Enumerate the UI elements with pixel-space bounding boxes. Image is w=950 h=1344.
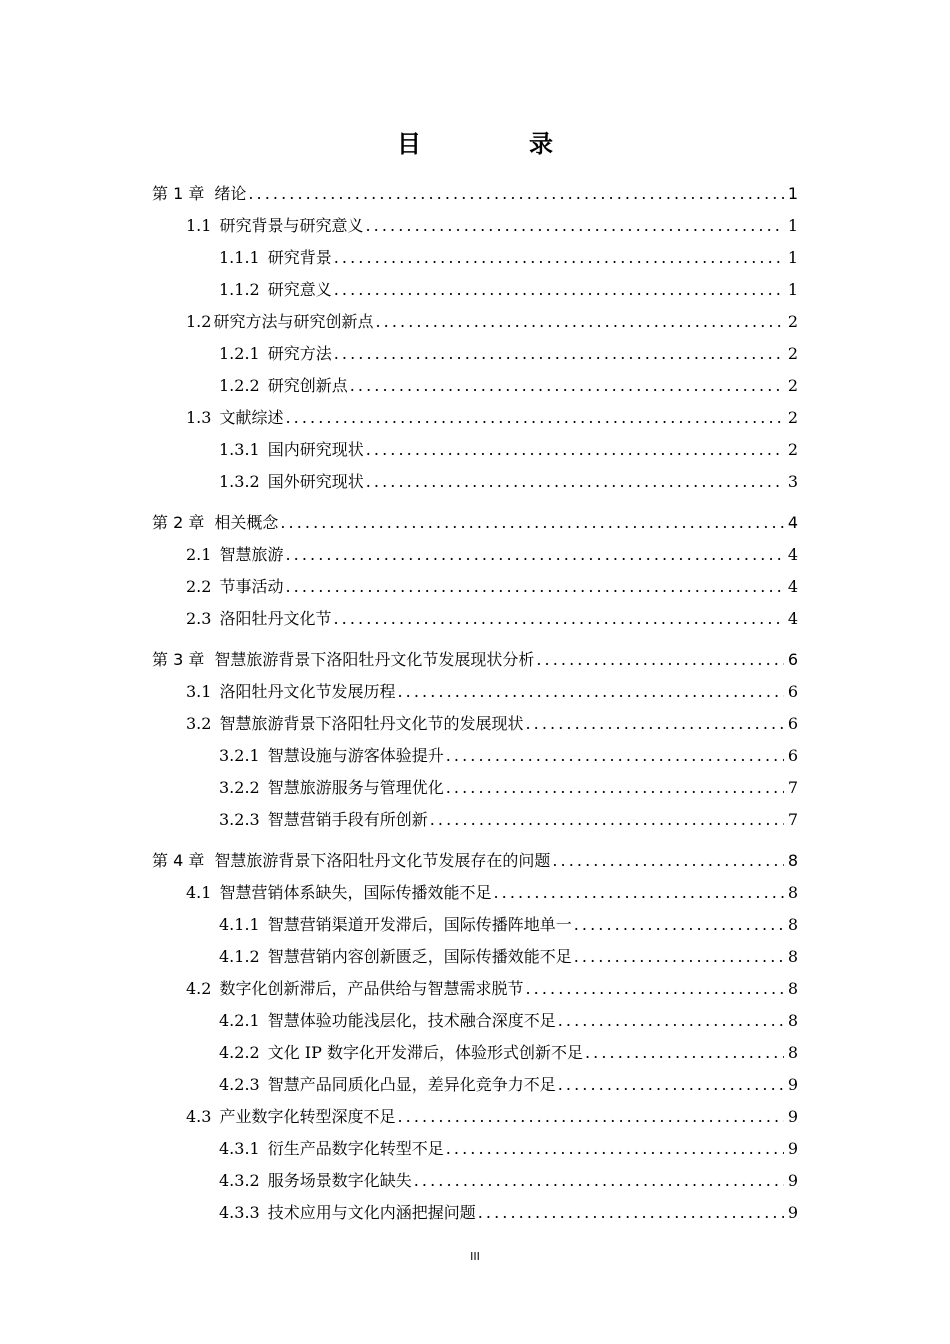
toc-text: 智慧旅游背景下洛阳牡丹文化节发展存在的问题 [214,851,551,870]
leader-dots [585,1043,784,1063]
toc-number: 4.3.2 [219,1171,260,1190]
toc-page: 1 [787,248,798,267]
toc-text: 洛阳牡丹文化节发展历程 [219,682,396,701]
toc-number: 4.1.1 [219,915,260,934]
toc-page: 2 [787,440,798,459]
toc-page: 8 [787,1011,798,1030]
toc-page: 6 [787,682,798,701]
toc-number: 3.2.3 [219,810,260,829]
toc-number: 第 2 章 [152,513,205,532]
leader-dots [446,746,784,766]
leader-dots [397,1107,783,1127]
toc-text: 文献综述 [219,408,284,427]
toc-page: 1 [787,280,798,299]
toc-number: 3.2 [186,714,212,733]
leader-dots [334,344,784,364]
toc-number: 4.2.2 [219,1043,260,1062]
leader-dots [430,810,784,830]
toc-entry[interactable] [219,1037,798,1063]
leader-dots [366,440,784,460]
toc-number: 4.3.1 [219,1139,260,1158]
leader-dots [493,883,783,903]
toc-page: 1 [787,216,798,235]
leader-dots [558,1075,784,1095]
toc-text: 智慧营销手段有所创新 [267,810,428,829]
toc-number: 2.1 [186,545,212,564]
toc-text: 智慧营销内容创新匮乏，国际传播效能不足 [267,947,572,966]
toc-number: 4.3 [186,1107,212,1126]
toc-entry[interactable] [219,338,798,364]
toc-text: 智慧旅游背景下洛阳牡丹文化节的发展现状 [219,714,524,733]
toc-number: 1.1.2 [219,280,260,299]
leader-dots [285,577,783,597]
toc-number: 2.3 [186,609,212,628]
leader-dots [350,376,784,396]
toc-page: 8 [787,1043,798,1062]
toc-page: 8 [787,947,798,966]
toc-entry[interactable] [186,603,798,629]
toc-entry[interactable] [219,434,798,460]
toc-number: 3.1 [186,682,212,701]
toc-title: 目 录 [397,130,595,158]
toc-text: 国内研究现状 [267,440,364,459]
leader-dots [397,682,783,702]
toc-page: 6 [787,650,798,669]
toc-entry[interactable] [186,973,798,999]
toc-entry[interactable] [186,571,798,597]
toc-text: 国外研究现状 [267,472,364,491]
toc-entry[interactable] [219,772,798,798]
toc-text: 衍生产品数字化转型不足 [267,1139,444,1158]
toc-page: 2 [787,312,798,331]
toc-text: 节事活动 [219,577,284,596]
toc-entry[interactable] [219,740,798,766]
toc-number: 1.1.1 [219,248,260,267]
toc-page: 9 [787,1139,798,1158]
toc-page: 7 [787,810,798,829]
toc-page: 9 [787,1203,798,1222]
toc-text: 智慧旅游 [219,545,284,564]
leader-dots [414,1171,784,1191]
toc-page: 9 [787,1107,798,1126]
toc-text: 智慧体验功能浅层化，技术融合深度不足 [267,1011,556,1030]
toc-page: 1 [787,184,798,203]
toc-entry[interactable] [186,877,798,903]
leader-dots [285,408,783,428]
toc-number: 4.2 [186,979,212,998]
leader-dots [574,947,784,967]
toc-page: 4 [787,609,798,628]
toc-page: 8 [787,851,798,870]
toc-number: 1.3.2 [219,472,260,491]
toc-number: 第 3 章 [152,650,205,669]
leader-dots [525,714,783,734]
toc-entry-chapter-3[interactable] [152,644,798,670]
leader-dots [333,609,783,629]
toc-text: 智慧设施与游客体验提升 [267,746,444,765]
toc-text: 智慧产品同质化凸显，差异化竞争力不足 [267,1075,556,1094]
toc-entry-chapter-2[interactable] [152,507,798,533]
toc-page: 2 [787,408,798,427]
toc-entry[interactable] [219,1197,798,1223]
toc-entry[interactable] [186,539,798,565]
leader-dots [446,1139,784,1159]
toc-text: 产业数字化转型深度不足 [219,1107,396,1126]
toc-entry[interactable] [219,242,798,268]
toc-text: 研究背景与研究意义 [219,216,364,235]
toc-text: 智慧旅游服务与管理优化 [267,778,444,797]
leader-dots [285,545,783,565]
toc-number: 1.3 [186,408,212,427]
toc-entry[interactable] [219,1005,798,1031]
toc-text: 洛阳牡丹文化节 [219,609,332,628]
leader-dots [536,650,783,670]
toc-text: 相关概念 [214,513,279,532]
toc-entry[interactable] [186,210,798,236]
toc-number: 4.2.3 [219,1075,260,1094]
toc-number: 第 1 章 [152,184,205,203]
toc-entry[interactable] [219,909,798,935]
toc-text: 绪论 [214,184,247,203]
toc-number: 1.2.2 [219,376,260,395]
toc-number: 3.2.1 [219,746,260,765]
toc-page: 8 [787,915,798,934]
leader-dots [334,280,784,300]
toc-page: 3 [787,472,798,491]
toc-entry[interactable] [219,370,798,396]
toc-entry[interactable] [219,274,798,300]
toc-text: 智慧营销渠道开发滞后，国际传播阵地单一 [267,915,572,934]
leader-dots [478,1203,784,1223]
toc-entry[interactable] [186,306,798,332]
toc-page: 6 [787,714,798,733]
toc-number: 第 4 章 [152,851,205,870]
toc-page: 7 [787,778,798,797]
leader-dots [280,513,783,533]
leader-dots [552,851,783,871]
toc-page: 4 [787,577,798,596]
toc-page: 2 [787,376,798,395]
leader-dots [366,472,784,492]
toc-text: 智慧营销体系缺失，国际传播效能不足 [219,883,492,902]
toc-text: 研究意义 [267,280,332,299]
toc-text: 技术应用与文化内涵把握问题 [267,1203,476,1222]
toc-number: 1.1 [186,216,212,235]
toc-page: 8 [787,883,798,902]
toc-page: 9 [787,1171,798,1190]
toc-page: 6 [787,746,798,765]
toc-text: 研究背景 [267,248,332,267]
toc-text: 研究方法 [267,344,332,363]
toc-entry[interactable] [186,402,798,428]
leader-dots [248,184,783,204]
leader-dots [365,216,783,236]
toc-page: 4 [787,513,798,532]
leader-dots [558,1011,784,1031]
leader-dots [446,778,784,798]
toc-entry[interactable] [219,1165,798,1191]
toc-entry[interactable] [219,1069,798,1095]
toc-text: 研究创新点 [267,376,348,395]
toc-entry[interactable] [186,708,798,734]
leader-dots [574,915,784,935]
toc-text: 数字化创新滞后，产品供给与智慧需求脱节 [219,979,524,998]
toc-number: 4.1.2 [219,947,260,966]
leader-dots [375,312,783,332]
toc-number: 1.2 [186,312,212,331]
toc-number: 4.3.3 [219,1203,260,1222]
leader-dots [334,248,784,268]
toc-text: 智慧旅游背景下洛阳牡丹文化节发展现状分析 [214,650,535,669]
toc-entry[interactable] [219,1133,798,1159]
toc-number: 1.2.1 [219,344,260,363]
toc-page: 2 [787,344,798,363]
leader-dots [525,979,783,999]
toc-text: 研究方法与研究创新点 [213,312,374,331]
toc-entry[interactable] [219,941,798,967]
toc-entry[interactable] [186,1101,798,1127]
toc-entry[interactable] [219,804,798,830]
toc-entry[interactable] [219,466,798,492]
toc-number: 2.2 [186,577,212,596]
toc-entry[interactable] [186,676,798,702]
toc-number: 4.2.1 [219,1011,260,1030]
page-number: III [470,1250,480,1263]
toc-entry-chapter-4[interactable] [152,845,798,871]
toc-number: 4.1 [186,883,212,902]
toc-text: 服务场景数字化缺失 [267,1171,412,1190]
toc-entry-chapter-1[interactable] [152,178,798,204]
toc-page: 8 [787,979,798,998]
toc-number: 1.3.1 [219,440,260,459]
toc-page: 4 [787,545,798,564]
toc-page: 9 [787,1075,798,1094]
toc-number: 3.2.2 [219,778,260,797]
toc-text: 文化 IP 数字化开发滞后，体验形式创新不足 [267,1043,583,1062]
